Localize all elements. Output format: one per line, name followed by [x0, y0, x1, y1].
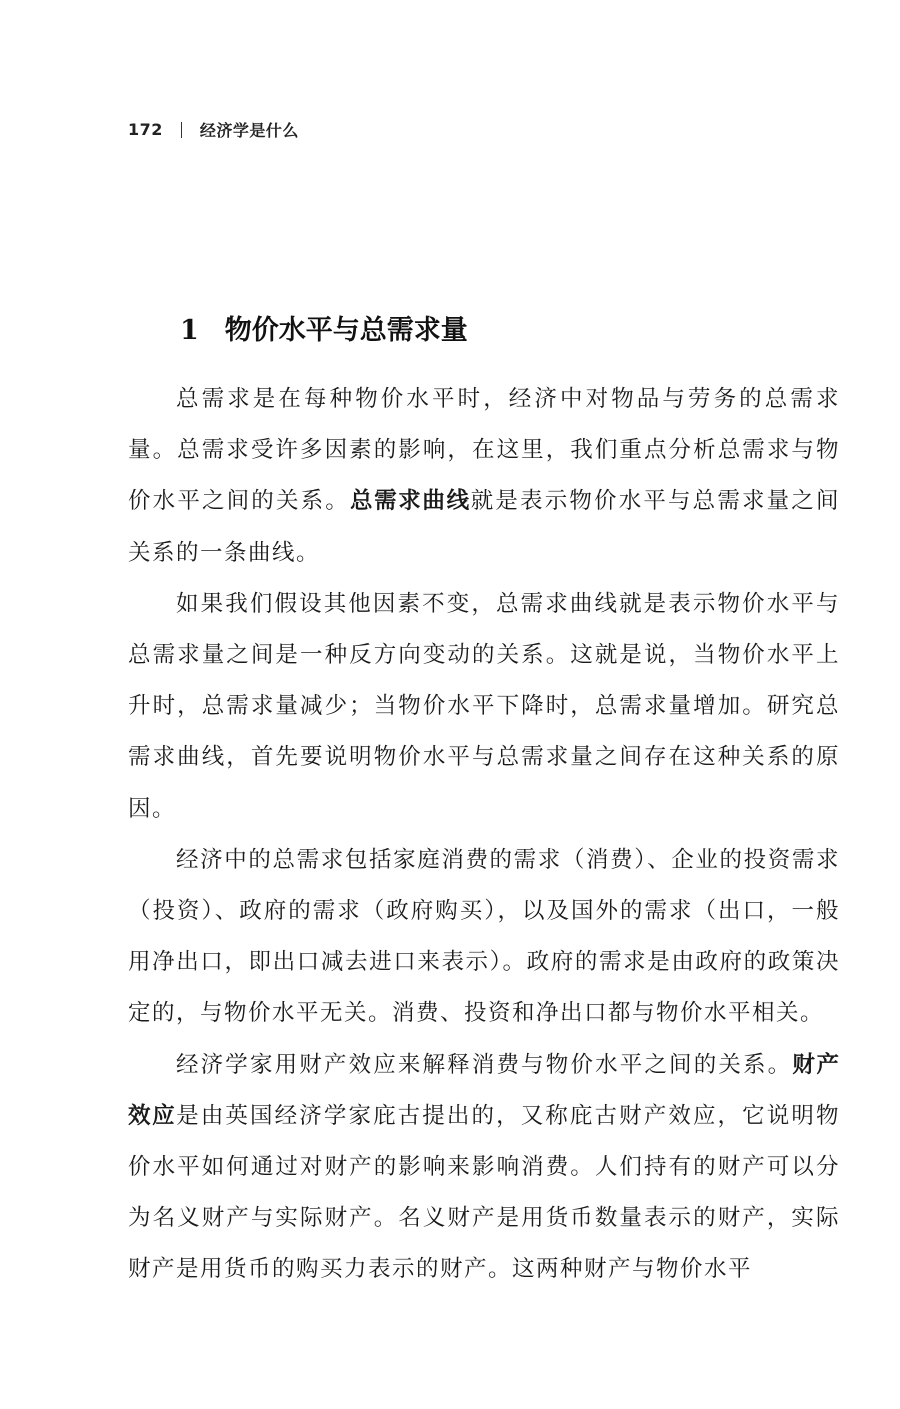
paragraph-text: 经济学家用财产效应来解释消费与物价水平之间的关系。	[176, 1051, 793, 1078]
paragraph-text: 如果我们假设其他因素不变，总需求曲线就是表示物价水平与总需求量之间是一种反方向变动的关系。这就是说，当物价水平上升时，总需求量减少；当物价水平下降时，总需求量增加。研究总需求曲线，首先要说明物价水平与总需求量之间存在这种关系的原因。	[128, 590, 840, 822]
page-number: 172	[128, 120, 163, 139]
paragraph-1	[128, 374, 840, 579]
paragraph-text: 是由英国经济学家庇古提出的，又称庇古财产效应，它说明物价水平如何通过对财产的影响来影响消费。人们持有的财产可以分为名义财产与实际财产。名义财产是用货币数量表示的财产，实际财产是用货币的购买力表示的财产。这两种财产与物价水平	[128, 1102, 840, 1283]
paragraph-text: 经济中的总需求包括家庭消费的需求（消费）、企业的投资需求（投资）、政府的需求（政府购买），以及国外的需求（出口，一般用净出口，即出口减去进口来表示）。政府的需求是由政府的政策决定的，与物价水平无关。消费、投资和净出口都与物价水平相关。	[128, 846, 840, 1027]
header-divider	[181, 122, 182, 138]
body-text	[128, 374, 840, 1296]
book-title: 经济学是什么	[199, 121, 299, 140]
running-head	[128, 118, 299, 141]
section-title-text: 物价水平与总需求量	[224, 315, 468, 346]
section-heading	[180, 308, 468, 347]
section-number: 1	[180, 315, 199, 346]
paragraph-3	[128, 835, 840, 1040]
paragraph-4	[128, 1040, 840, 1296]
term-aggregate-demand-curve: 总需求曲线	[349, 488, 471, 515]
paragraph-text: 总需求是在每种物价水平时，经济中对物品与劳务的总需求量。总需求受许多因素的影响，在这里，我们重点分析总需求与物价水平之间的关系。	[128, 386, 840, 515]
paragraph-2	[128, 579, 840, 835]
term-wealth-effect: 财产效应	[128, 1051, 840, 1129]
paragraph-text: 就是表示物价水平与总需求量之间关系的一条曲线。	[128, 488, 840, 566]
